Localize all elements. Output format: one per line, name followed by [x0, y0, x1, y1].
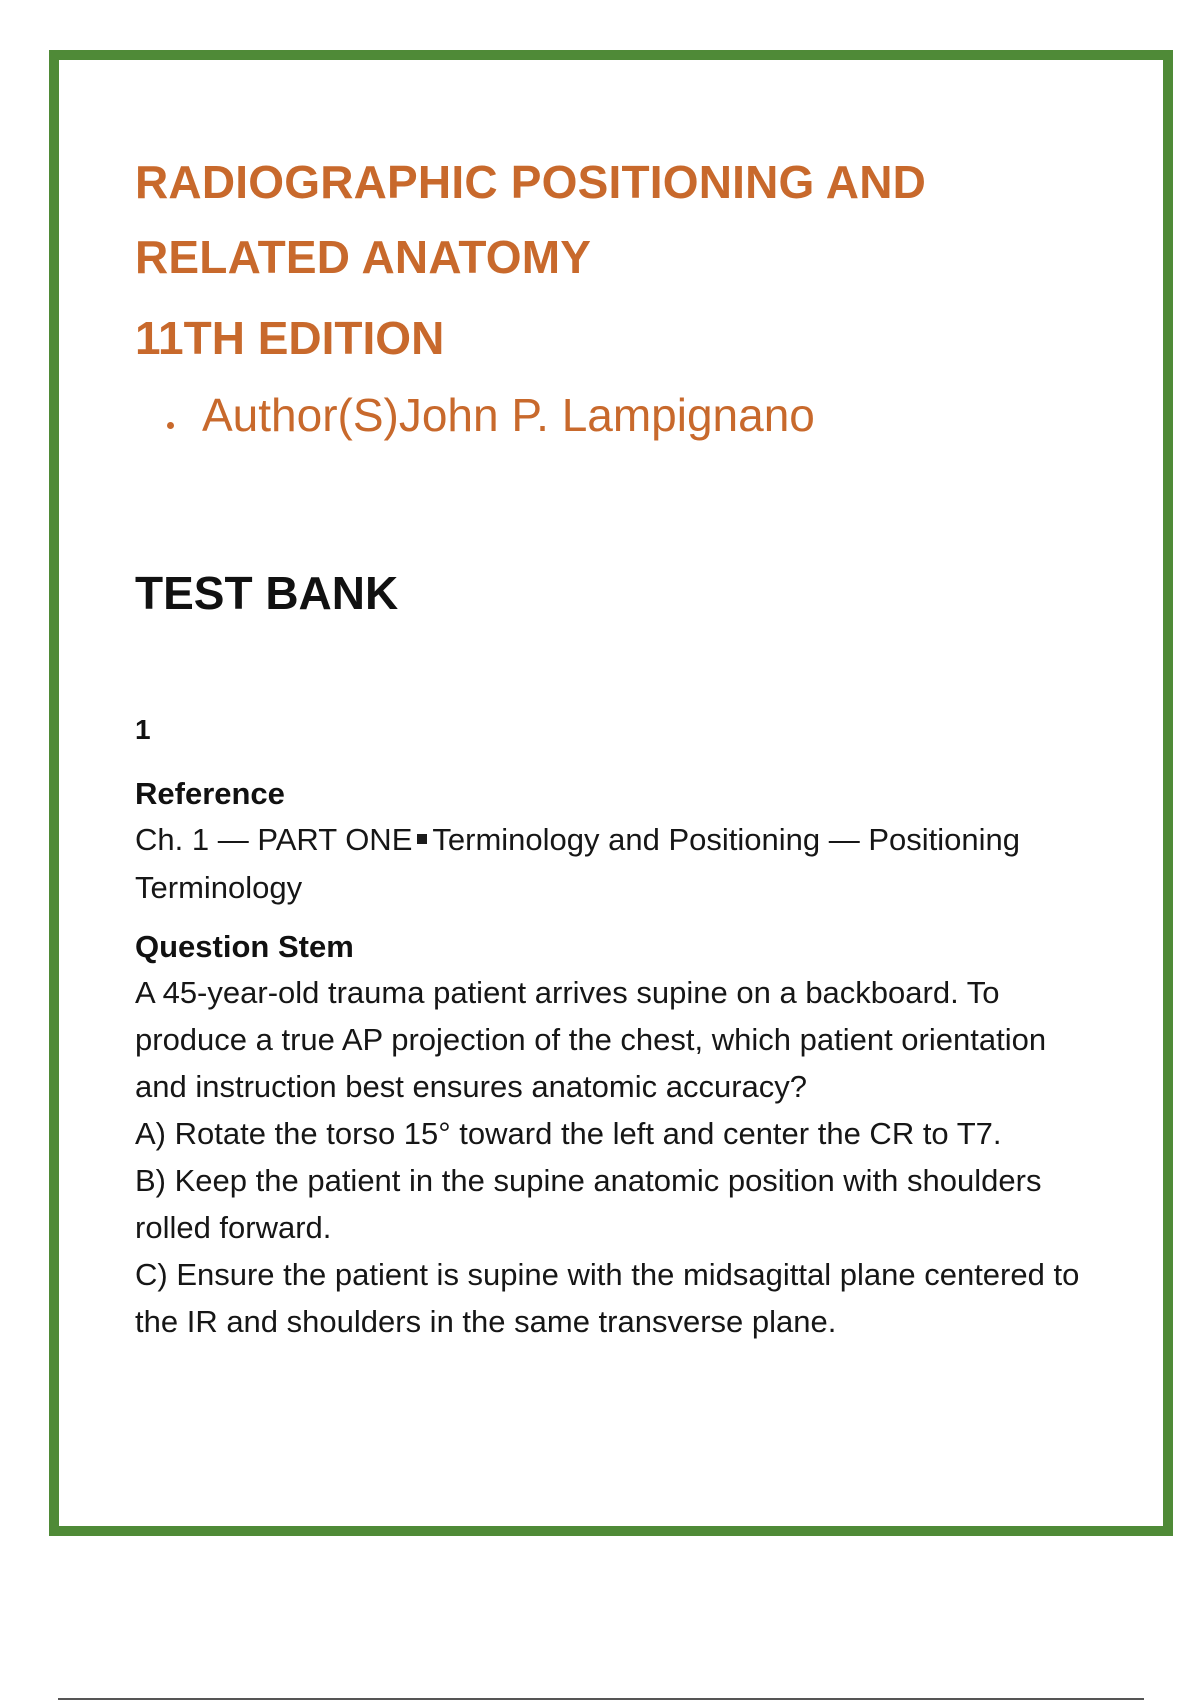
answer-option-a: A) Rotate the torso 15° toward the left and center the CR to T7.	[135, 1116, 1002, 1151]
square-separator-icon	[417, 834, 427, 844]
question-stem-label: Question Stem	[135, 929, 354, 964]
edition-label: 11TH EDITION	[135, 312, 445, 364]
answer-option-c: C) Ensure the patient is supine with the midsagittal plane centered to the IR and shoulders in the same transverse plane.	[135, 1257, 1080, 1339]
book-title	[135, 145, 1095, 295]
answer-options	[135, 1110, 1095, 1345]
book-title-line-1: RADIOGRAPHIC POSITIONING AND	[135, 156, 927, 208]
reference-text	[135, 816, 1095, 912]
answer-option-b: B) Keep the patient in the supine anatomic position with shoulders rolled forward.	[135, 1163, 1042, 1245]
bullet-icon	[167, 422, 174, 429]
reference-topic: Terminology and Positioning — Positioning Terminology	[135, 822, 1020, 905]
test-bank-heading: TEST BANK	[135, 567, 399, 619]
author-name: Author(S)John P. Lampignano	[202, 389, 815, 441]
reference-chapter: Ch. 1 — PART ONE	[135, 822, 413, 857]
document-content	[135, 145, 1095, 1345]
question-number: 1	[135, 714, 151, 745]
reference-label: Reference	[135, 776, 285, 811]
author-line	[167, 385, 1095, 445]
question-stem-text: A 45-year-old trauma patient arrives supine on a backboard. To produce a true AP projection of the chest, which patient orientation and instruction best ensures anatomic accuracy?	[135, 975, 1047, 1104]
book-title-line-2: RELATED ANATOMY	[135, 231, 592, 283]
